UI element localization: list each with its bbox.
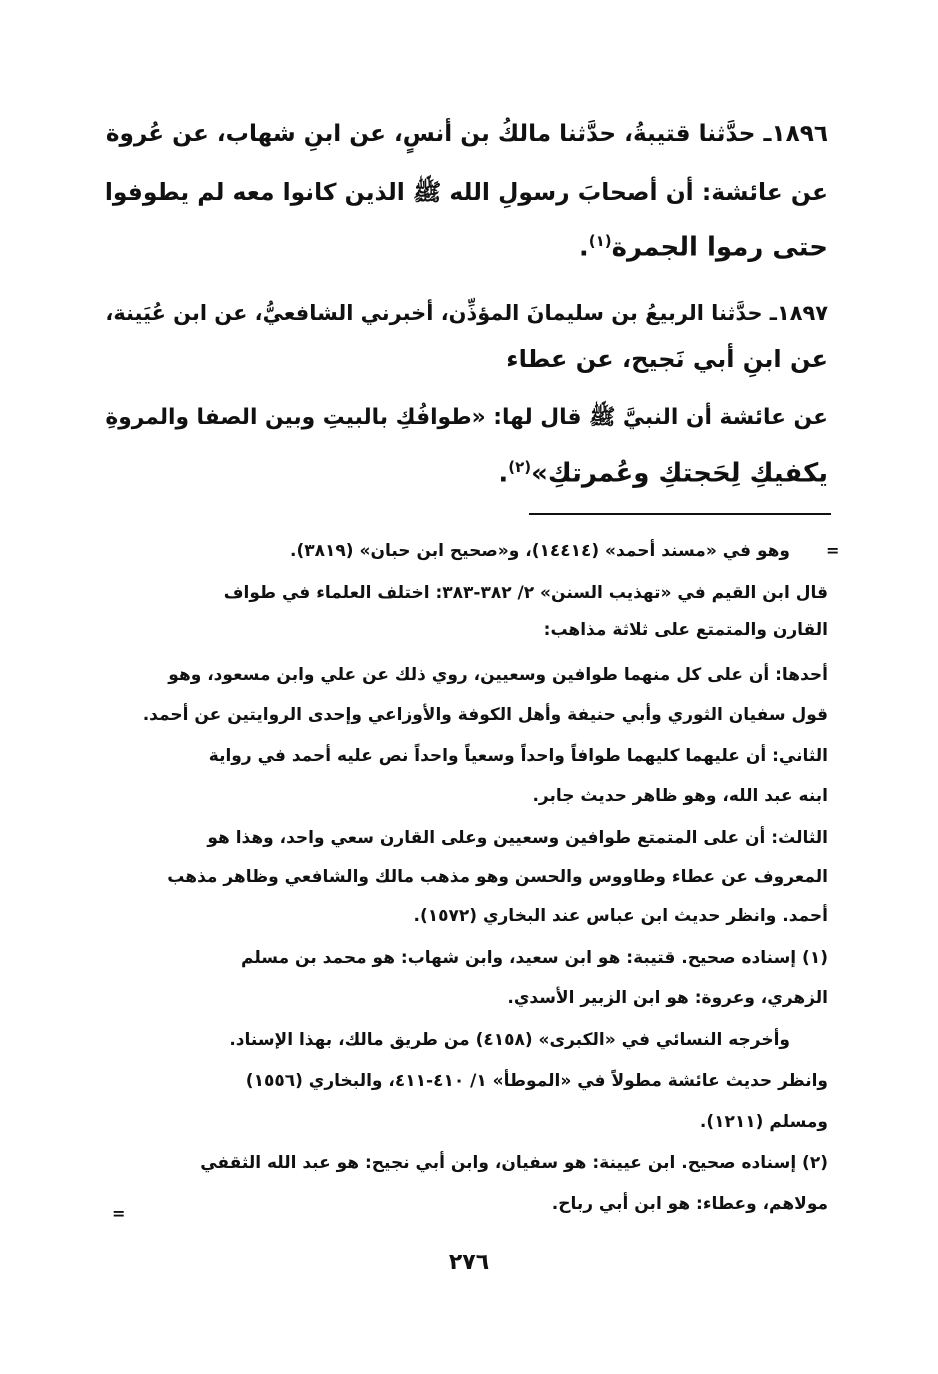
footnote-continuation-line: وهو في «مسند أحمد» (١٤٤١٤)، و«صحيح ابن حبان» (٣٨١٩). — [290, 541, 790, 561]
footnote-ref-2: (٢) — [508, 458, 532, 476]
hadith-1896-line3-text: حتى رموا الجمرة — [611, 232, 828, 263]
hadith-1897-line2: عن ابنِ أبي نَجيح، عن عطاء — [506, 345, 828, 373]
page-number: ٢٧٦ — [448, 1250, 490, 1275]
footnote-1-line3: وأخرجه النسائي في «الكبرى» (٤١٥٨) من طريق مالك، بهذا الإسناد. — [229, 1030, 790, 1050]
opinion-first-line2: قول سفيان الثوري وأبي حنيفة وأهل الكوفة والأوزاعي وإحدى الروايتين عن أحمد. — [142, 705, 828, 725]
opinion-second-line1: الثاني: أن عليهما كليهما طوافاً واحداً وسعياً واحداً نص عليه أحمد في رواية — [208, 746, 828, 766]
ibn-qayyim-line2: القارن والمتمتع على ثلاثة مذاهب: — [543, 620, 828, 640]
hadith-1896-line3-end: . — [578, 232, 589, 263]
hadith-1897-line4 — [498, 458, 828, 489]
footnote-ref-1: (١) — [588, 232, 612, 250]
end-continuation-mark: = — [112, 1204, 126, 1223]
hadith-1897-line1: ١٨٩٧ـ حدَّثنا الربيعُ بن سليمانَ المؤذِّن، أخبرني الشافعيُّ، عن ابن عُيَينة، — [105, 301, 828, 325]
footnote-1-line4: وانظر حديث عائشة مطولاً في «الموطأ» ١/ ٤١٠-٤١١، والبخاري (١٥٥٦) — [245, 1071, 828, 1091]
footnote-1-line2: الزهري، وعروة: هو ابن الزبير الأسدي. — [507, 988, 828, 1008]
footnote-2-line2: مولاهم، وعطاء: هو ابن أبي رباح. — [551, 1194, 828, 1214]
opinion-third-line2: المعروف عن عطاء وطاووس والحسن وهو مذهب مالك والشافعي وظاهر مذهب — [167, 867, 828, 887]
footnote-separator — [529, 513, 831, 515]
hadith-1896-line3 — [579, 232, 828, 263]
ibn-qayyim-line1: قال ابن القيم في «تهذيب السنن» ٢/ ٣٨٢-٣٨٣: اختلف العلماء في طواف — [223, 583, 828, 603]
hadith-1897-line3: عن عائشة أن النبيَّ ﷺ قال لها: «طوافُكِ بالبيتِ وبين الصفا والمروةِ — [105, 405, 828, 430]
footnote-1-line1: (١) إسناده صحيح. قتيبة: هو ابن سعيد، وابن شهاب: هو محمد بن مسلم — [241, 948, 828, 968]
hadith-1897-line4-end: . — [498, 458, 509, 489]
hadith-1897-line4-text: يكفيكِ لِحَجتكِ وعُمرتكِ» — [531, 458, 828, 489]
opinion-second-line2: ابنه عبد الله، وهو ظاهر حديث جابر. — [532, 786, 828, 806]
continuation-mark: = — [826, 541, 840, 560]
hadith-1896-line2: عن عائشة: أن أصحابَ رسولِ الله ﷺ الذين كانوا معه لم يطوفوا — [104, 178, 828, 206]
footnote-1-line5: ومسلم (١٢١١). — [699, 1112, 828, 1132]
opinion-third-line3: أحمد. وانظر حديث ابن عباس عند البخاري (١٥٧٢). — [413, 906, 828, 926]
hadith-1896-line1: ١٨٩٦ـ حدَّثنا قتيبةُ، حدَّثنا مالكُ بن أنسٍ، عن ابنِ شهاب، عن عُروة — [105, 120, 828, 147]
opinion-first-line1: أحدها: أن على كل منهما طوافين وسعيين، روي ذلك عن علي وابن مسعود، وهو — [168, 665, 828, 685]
footnote-2-line1: (٢) إسناده صحيح. ابن عيينة: هو سفيان، وابن أبي نجيح: هو عبد الله الثقفي — [200, 1153, 828, 1173]
opinion-third-line1: الثالث: أن على المتمتع طوافين وسعيين وعلى القارن سعي واحد، وهذا هو — [207, 828, 828, 848]
